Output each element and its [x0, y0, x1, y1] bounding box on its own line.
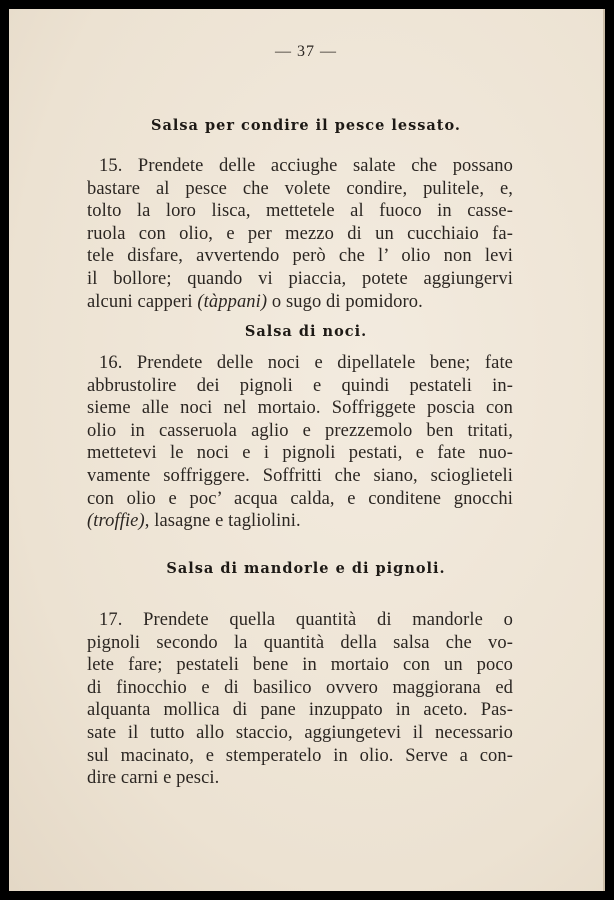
paragraph-line: lete fare; pestateli bene in mortaio con un poco [87, 655, 513, 676]
paragraph-line: con olio e poc’ acqua calda, e conditene gnocchi [87, 488, 513, 509]
section-title-salsa-pesce: Salsa per condire il pesce lessato. [151, 117, 461, 134]
paragraph-line: ruola con olio, e per mezzo di un cucchiaio fa- [87, 223, 513, 244]
paragraph-line: tolto la loro lisca, mettetele al fuoco in casse- [87, 201, 513, 222]
section-title-salsa-noci: Salsa di noci. [244, 323, 368, 340]
paragraph-line: sieme alle noci nel mortaio. Soffriggete poscia con [87, 398, 513, 419]
paragraph-line: alcuni capperi (tàppani) o sugo di pomidoro. [87, 291, 423, 312]
paragraph-line: abbrustolire dei pignoli e quindi pestateli in- [87, 375, 513, 396]
paragraph-line: vamente soffriggere. Soffritti che siano, scioglieteli [87, 465, 513, 486]
book-page [9, 9, 605, 891]
paragraph-line: di finocchio e di basilico ovvero maggiorana ed [87, 677, 513, 698]
paragraph-line: dire carni e pesci. [87, 768, 220, 789]
paragraph-line: olio in casseruola aglio e prezzemolo ben tritati, [87, 420, 513, 441]
paragraph-line: 15. Prendete delle acciughe salate che possano [99, 156, 513, 176]
italic-term: (troffie) [87, 511, 145, 532]
paragraph-line: (troffie), lasagne e tagliolini. [87, 511, 301, 532]
paragraph-line: pignoli secondo la quantità della salsa che vo- [87, 632, 513, 653]
paragraph-line: tele disfare, avvertendo però che l’ olio non levi [87, 246, 513, 267]
italic-term: (tàppani) [197, 291, 268, 312]
paragraph-line: sate il tutto allo staccio, aggiungetevi il necessario [87, 722, 513, 743]
page-number: — 37 — [275, 43, 337, 60]
paragraph-line: 16. Prendete delle noci e dipellatele bene; fate [99, 353, 513, 373]
paragraph-line: mettetevi le noci e i pignoli pestati, e fate nuo- [87, 443, 513, 464]
recipe-paragraph-17 [87, 609, 513, 790]
paragraph-line: sul macinato, e stemperatelo in olio. Serve a con- [87, 745, 513, 766]
paragraph-line: alquanta mollica di pane inzuppato in aceto. Pas- [87, 700, 513, 721]
paragraph-line: bastare al pesce che volete condire, pulitele, e, [87, 178, 513, 199]
section-title-salsa-mandorle: Salsa di mandorle e di pignoli. [166, 560, 446, 577]
paragraph-line: il bollore; quando vi piaccia, potete aggiungervi [87, 268, 513, 289]
paragraph-line: 17. Prendete quella quantità di mandorle o [99, 610, 513, 630]
recipe-paragraph-16 [87, 352, 513, 533]
recipe-paragraph-15 [87, 155, 513, 313]
